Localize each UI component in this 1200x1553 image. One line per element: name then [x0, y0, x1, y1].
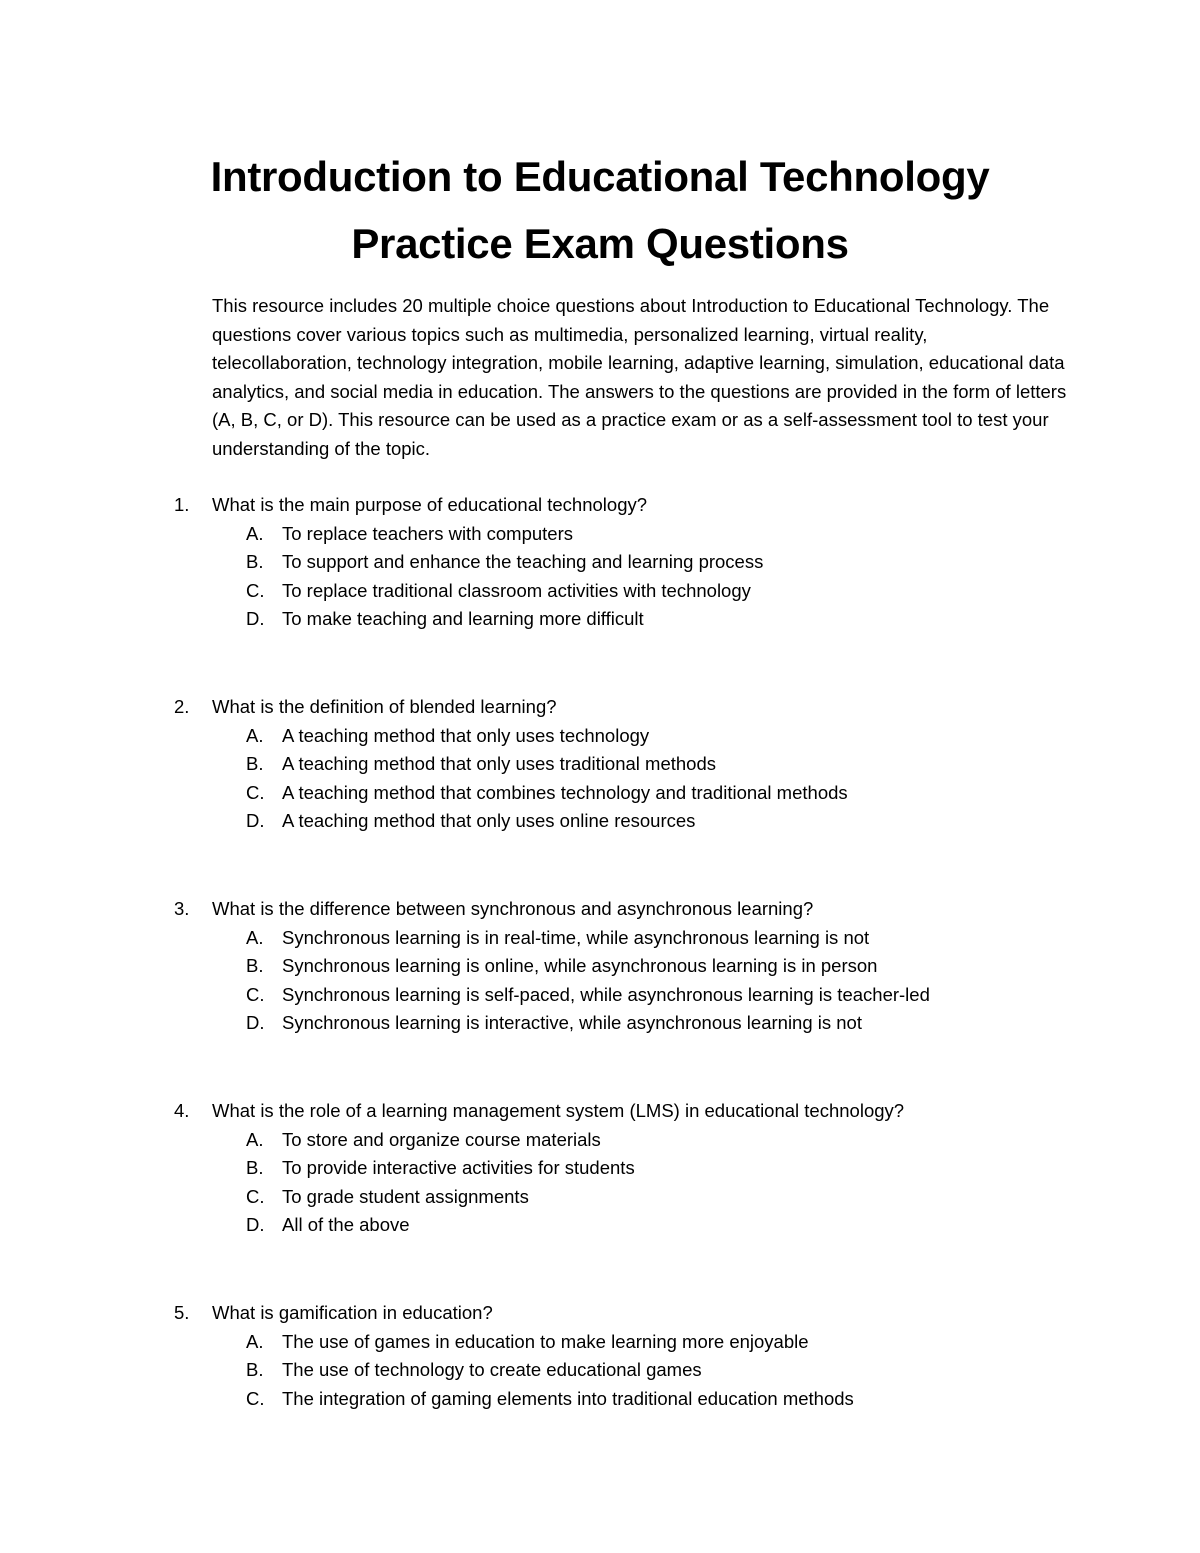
- option-a: [0, 1328, 1200, 1357]
- question-line: [0, 491, 1200, 520]
- option-text: To replace traditional classroom activities with technology: [282, 579, 751, 601]
- option-c: [0, 1385, 1200, 1414]
- question-4: [0, 1097, 1200, 1240]
- option-text: Synchronous learning is interactive, while asynchronous learning is not: [282, 1012, 862, 1034]
- option-letter: C.: [246, 1387, 265, 1409]
- option-text: The integration of gaming elements into traditional education methods: [282, 1387, 854, 1409]
- option-letter: D.: [246, 608, 265, 630]
- option-text: To support and enhance the teaching and learning process: [282, 551, 764, 573]
- question-2: [0, 693, 1200, 836]
- question-text: What is the definition of blended learning?: [212, 696, 557, 717]
- option-b: [0, 952, 1200, 981]
- option-d: [0, 1009, 1200, 1038]
- option-c: [0, 1183, 1200, 1212]
- option-b: [0, 548, 1200, 577]
- question-number: 2.: [174, 696, 190, 717]
- question-5: [0, 1299, 1200, 1413]
- document-title-line-2: Practice Exam Questions: [351, 220, 849, 267]
- question-3: [0, 895, 1200, 1038]
- option-d: [0, 1211, 1200, 1240]
- document-title-line-1: Introduction to Educational Technology: [210, 153, 990, 200]
- option-letter: B.: [246, 955, 264, 977]
- option-text: To grade student assignments: [282, 1185, 529, 1207]
- option-text: The use of technology to create educational games: [282, 1359, 702, 1381]
- option-letter: D.: [246, 1012, 265, 1034]
- question-text: What is the main purpose of educational technology?: [212, 494, 648, 515]
- option-c: [0, 577, 1200, 606]
- option-letter: B.: [246, 1359, 264, 1381]
- question-number: 5.: [174, 1302, 190, 1323]
- question-1: [0, 491, 1200, 634]
- option-b: [0, 1154, 1200, 1183]
- question-line: [0, 1097, 1200, 1126]
- option-b: [0, 1356, 1200, 1385]
- question-number: 4.: [174, 1100, 190, 1121]
- option-letter: B.: [246, 1157, 264, 1179]
- question-number: 3.: [174, 898, 190, 919]
- option-letter: A.: [246, 1128, 264, 1150]
- option-letter: D.: [246, 810, 265, 832]
- option-letter: A.: [246, 926, 264, 948]
- option-letter: A.: [246, 522, 264, 544]
- option-text: To make teaching and learning more difficult: [282, 608, 644, 630]
- option-text: To provide interactive activities for students: [282, 1157, 635, 1179]
- option-text: Synchronous learning is self-paced, while asynchronous learning is teacher-led: [282, 983, 930, 1005]
- option-a: [0, 722, 1200, 751]
- option-letter: B.: [246, 551, 264, 573]
- option-c: [0, 779, 1200, 808]
- question-text: What is the difference between synchronous and asynchronous learning?: [212, 898, 814, 919]
- option-a: [0, 520, 1200, 549]
- option-text: The use of games in education to make learning more enjoyable: [282, 1330, 809, 1352]
- question-line: [0, 895, 1200, 924]
- question-number: 1.: [174, 494, 190, 515]
- option-b: [0, 750, 1200, 779]
- option-text: To store and organize course materials: [282, 1128, 601, 1150]
- option-letter: A.: [246, 724, 264, 746]
- question-text: What is gamification in education?: [212, 1302, 493, 1323]
- option-text: All of the above: [282, 1214, 410, 1236]
- intro-paragraph: This resource includes 20 multiple choice questions about Introduction to Educational Technology. The questions cover various topics such as multimedia, personalized learning, virtual reality, telecollaboration, technology integration, mobile learning, adaptive learning, simulation, educational data analytics, and social media in education. The answers to the questions are provided in the form of letters (A, B, C, or D). This resource can be used as a practice exam or as a self-assessment tool to test your understanding of the topic.: [212, 295, 1067, 459]
- option-letter: C.: [246, 579, 265, 601]
- option-a: [0, 1126, 1200, 1155]
- option-letter: D.: [246, 1214, 265, 1236]
- option-letter: C.: [246, 1185, 265, 1207]
- option-c: [0, 981, 1200, 1010]
- option-d: [0, 807, 1200, 836]
- option-text: A teaching method that only uses technology: [282, 724, 650, 746]
- option-a: [0, 924, 1200, 953]
- option-letter: B.: [246, 753, 264, 775]
- question-line: [0, 693, 1200, 722]
- option-text: Synchronous learning is online, while asynchronous learning is in person: [282, 955, 878, 977]
- option-letter: C.: [246, 781, 265, 803]
- option-letter: A.: [246, 1330, 264, 1352]
- question-text: What is the role of a learning management system (LMS) in educational technology?: [212, 1100, 905, 1121]
- option-text: A teaching method that combines technology and traditional methods: [282, 781, 848, 803]
- option-letter: C.: [246, 983, 265, 1005]
- option-d: [0, 605, 1200, 634]
- option-text: To replace teachers with computers: [282, 522, 573, 544]
- question-line: [0, 1299, 1200, 1328]
- option-text: Synchronous learning is in real-time, while asynchronous learning is not: [282, 926, 870, 948]
- option-text: A teaching method that only uses online resources: [282, 810, 696, 832]
- option-text: A teaching method that only uses traditional methods: [282, 753, 716, 775]
